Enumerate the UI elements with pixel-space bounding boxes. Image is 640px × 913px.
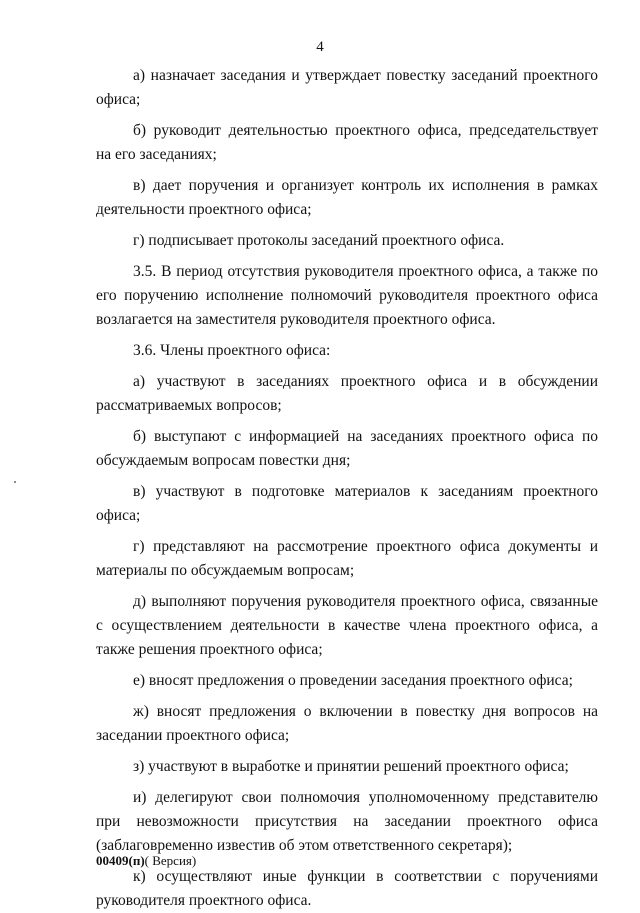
document-body <box>96 64 598 913</box>
paragraph-3-6-z: з) участвуют в выработке и принятии решений проектного офиса; <box>133 758 569 775</box>
document-footer <box>96 853 196 869</box>
paragraph-3-6-e: е) вносят предложения о проведении заседания проектного офиса; <box>133 672 573 689</box>
paragraph-3-6: 3.6. Члены проектного офиса: <box>133 342 331 359</box>
paragraph-3-4-v: в) дает поручения и организует контроль их исполнения в рамках деятельности проектного офиса; <box>96 177 598 218</box>
paragraph-3-4-a: а) назначает заседания и утверждает повестку заседаний проектного офиса; <box>96 67 598 108</box>
page-number: 4 <box>316 39 324 55</box>
paragraph-3-6-zh: ж) вносят предложения о включении в повестку дня вопросов на заседании проектного офиса; <box>96 703 598 744</box>
paragraph-3-6-v: в) участвуют в подготовке материалов к заседаниям проектного офиса; <box>96 483 598 524</box>
paragraph-3-6-d: д) выполняют поручения руководителя проектного офиса, связанные с осуществлением деятельности в качестве члена проектного офиса, а также решения проектного офиса; <box>96 593 598 658</box>
paragraph-3-4-b: б) руководит деятельностью проектного офиса, председательствует на его заседаниях; <box>96 122 598 163</box>
document-version: ( Версия) <box>144 853 197 868</box>
paragraph-3-6-i: и) делегируют свои полномочия уполномоченному представителю при невозможности присутствия на заседании проектного офиса (заблаговременно известив об этом ответственного секретаря); <box>96 789 598 854</box>
paragraph-3-6-a: а) участвуют в заседаниях проектного офиса и в обсуждении рассматриваемых вопросов; <box>96 373 598 414</box>
margin-mark <box>14 481 16 483</box>
document-code: 00409(п) <box>96 853 145 868</box>
paragraph-3-6-g: г) представляют на рассмотрение проектного офиса документы и материалы по обсуждаемым вопросам; <box>96 538 598 579</box>
paragraph-3-6-b: б) выступают с информацией на заседаниях проектного офиса по обсуждаемым вопросам повестки дня; <box>96 428 598 469</box>
paragraph-3-4-g: г) подписывает протоколы заседаний проектного офиса. <box>133 232 505 249</box>
paragraph-3-6-k: к) осуществляют иные функции в соответствии с поручениями руководителя проектного офиса. <box>96 868 598 909</box>
paragraph-3-5: 3.5. В период отсутствия руководителя проектного офиса, а также по его поручению исполнение полномочий руководителя проектного офиса возлагается на заместителя руководителя проектного офиса. <box>96 263 598 328</box>
